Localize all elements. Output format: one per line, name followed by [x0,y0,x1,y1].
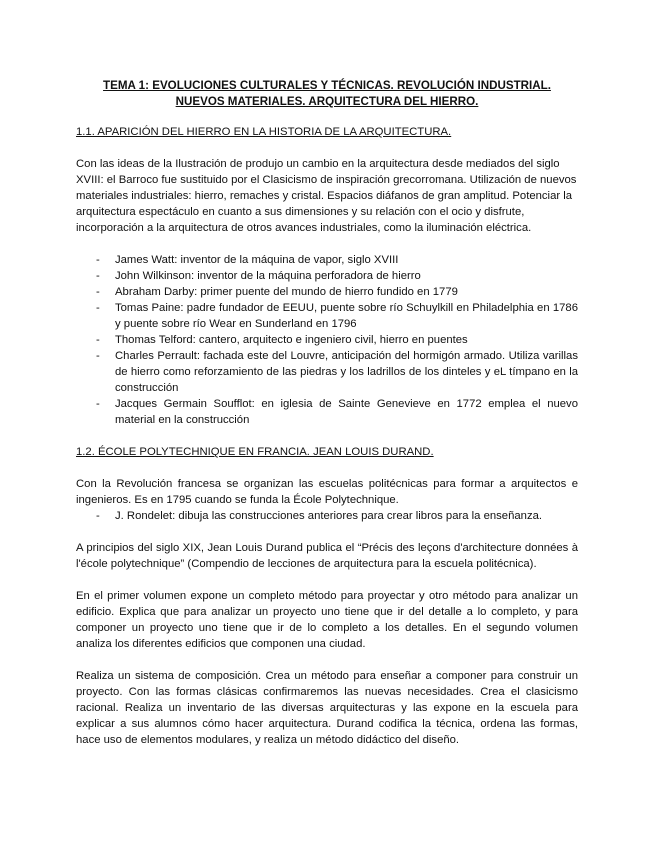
list-item [76,284,578,300]
list-item-text: Jacques Germain Soufflot: en iglesia de Sainte Genevieve en 1772 emplea el nuevo material en la construcción [115,398,578,426]
section-1-list [76,252,578,428]
list-dash: - [96,286,100,298]
section-2-paragraph-3: Realiza un sistema de composición. Crea un método para enseñar a componer para construir un proyecto. Con las formas clásicas confirmaremos las nuevas necesidades. Crea el clasicismo racional. Realiza un inventario de las diversas arquitecturas y las expone en la escuela para explicar a sus alumnos cómo hacer arquitectura. Durand codifica la técnica, ordena las formas, hace uso de elementos modulares, y realiza un método didáctico del diseño. [76,670,578,746]
list-item [76,332,578,348]
title-line-1: TEMA 1: EVOLUCIONES CULTURALES Y TÉCNICAS. REVOLUCIÓN INDUSTRIAL. [103,79,551,92]
title-line-2: NUEVOS MATERIALES. ARQUITECTURA DEL HIERRO. [175,95,479,108]
section-1-intro: Con las ideas de la Ilustración de produjo un cambio en la arquitectura desde mediados del siglo XVIII: el Barroco fue sustituido por el Clasicismo de inspiración grecorromana. Utilización de nuevos materiales industriales: hierro, remaches y cristal. Espacios diáfanos de gran amplitud. Potenciar la arquitectura espectáculo en cuanto a sus dimensiones y su relación con el ocio y disfrute, incorporación a la arquitectura de otros avances industriales, como la iluminación eléctrica. [76,158,577,234]
list-item [76,252,578,268]
section-2-heading: 1.2. ÉCOLE POLYTECHNIQUE EN FRANCIA. JEAN LOUIS DURAND. [76,446,434,458]
list-item-text: Abraham Darby: primer puente del mundo de hierro fundido en 1779 [115,286,458,298]
list-item [76,508,578,524]
section-1-heading: 1.1. APARICIÓN DEL HIERRO EN LA HISTORIA DE LA ARQUITECTURA. [76,126,452,138]
list-item-text: J. Rondelet: dibuja las construcciones anteriores para crear libros para la enseñanza. [115,510,543,522]
list-item-text: John Wilkinson: inventor de la máquina perforadora de hierro [115,270,421,282]
list-item [76,268,578,284]
section-2-paragraph-2: En el primer volumen expone un completo método para proyectar y otro método para analizar un edificio. Explica que para analizar un proyecto uno tiene que ir del detalle a lo completo, y para componer un proyecto uno tiene que ir de lo completo a los detalles. En el segundo volumen analiza los diferentes edificios que componen una ciudad. [76,590,578,650]
list-dash: - [96,270,100,282]
section-2-intro: Con la Revolución francesa se organizan las escuelas politécnicas para formar a arquitectos e ingenieros. Es en 1795 cuando se funda la École Polytechnique. [76,478,578,506]
list-item-text: Charles Perrault: fachada este del Louvre, anticipación del hormigón armado. Utiliza varillas de hierro como reforzamiento de las piedras y los ladrillos de los dinteles y eL tímpano en la construcción [115,350,578,394]
list-item-text: James Watt: inventor de la máquina de vapor, siglo XVIII [115,254,399,266]
document-page [76,78,578,764]
document-title [76,78,578,110]
list-item-text: Tomas Paine: padre fundador de EEUU, puente sobre río Schuylkill en Philadelphia en 1786 y puente sobre río Wear en Sunderland en 1796 [115,302,578,330]
list-dash: - [96,350,100,362]
list-dash: - [96,510,100,522]
section-2-paragraph-1: A principios del siglo XIX, Jean Louis Durand publica el “Précis des leçons d'architecture données à l'école polytechnique” (Compendio de lecciones de arquitectura para la escuela politécnica). [76,542,578,570]
list-item-text: Thomas Telford: cantero, arquitecto e ingeniero civil, hierro en puentes [115,334,468,346]
list-dash: - [96,334,100,346]
list-dash: - [96,302,100,314]
list-item [76,396,578,428]
list-item [76,300,578,332]
section-2-list [76,508,578,524]
list-dash: - [96,398,100,410]
list-dash: - [96,254,100,266]
list-item [76,348,578,396]
